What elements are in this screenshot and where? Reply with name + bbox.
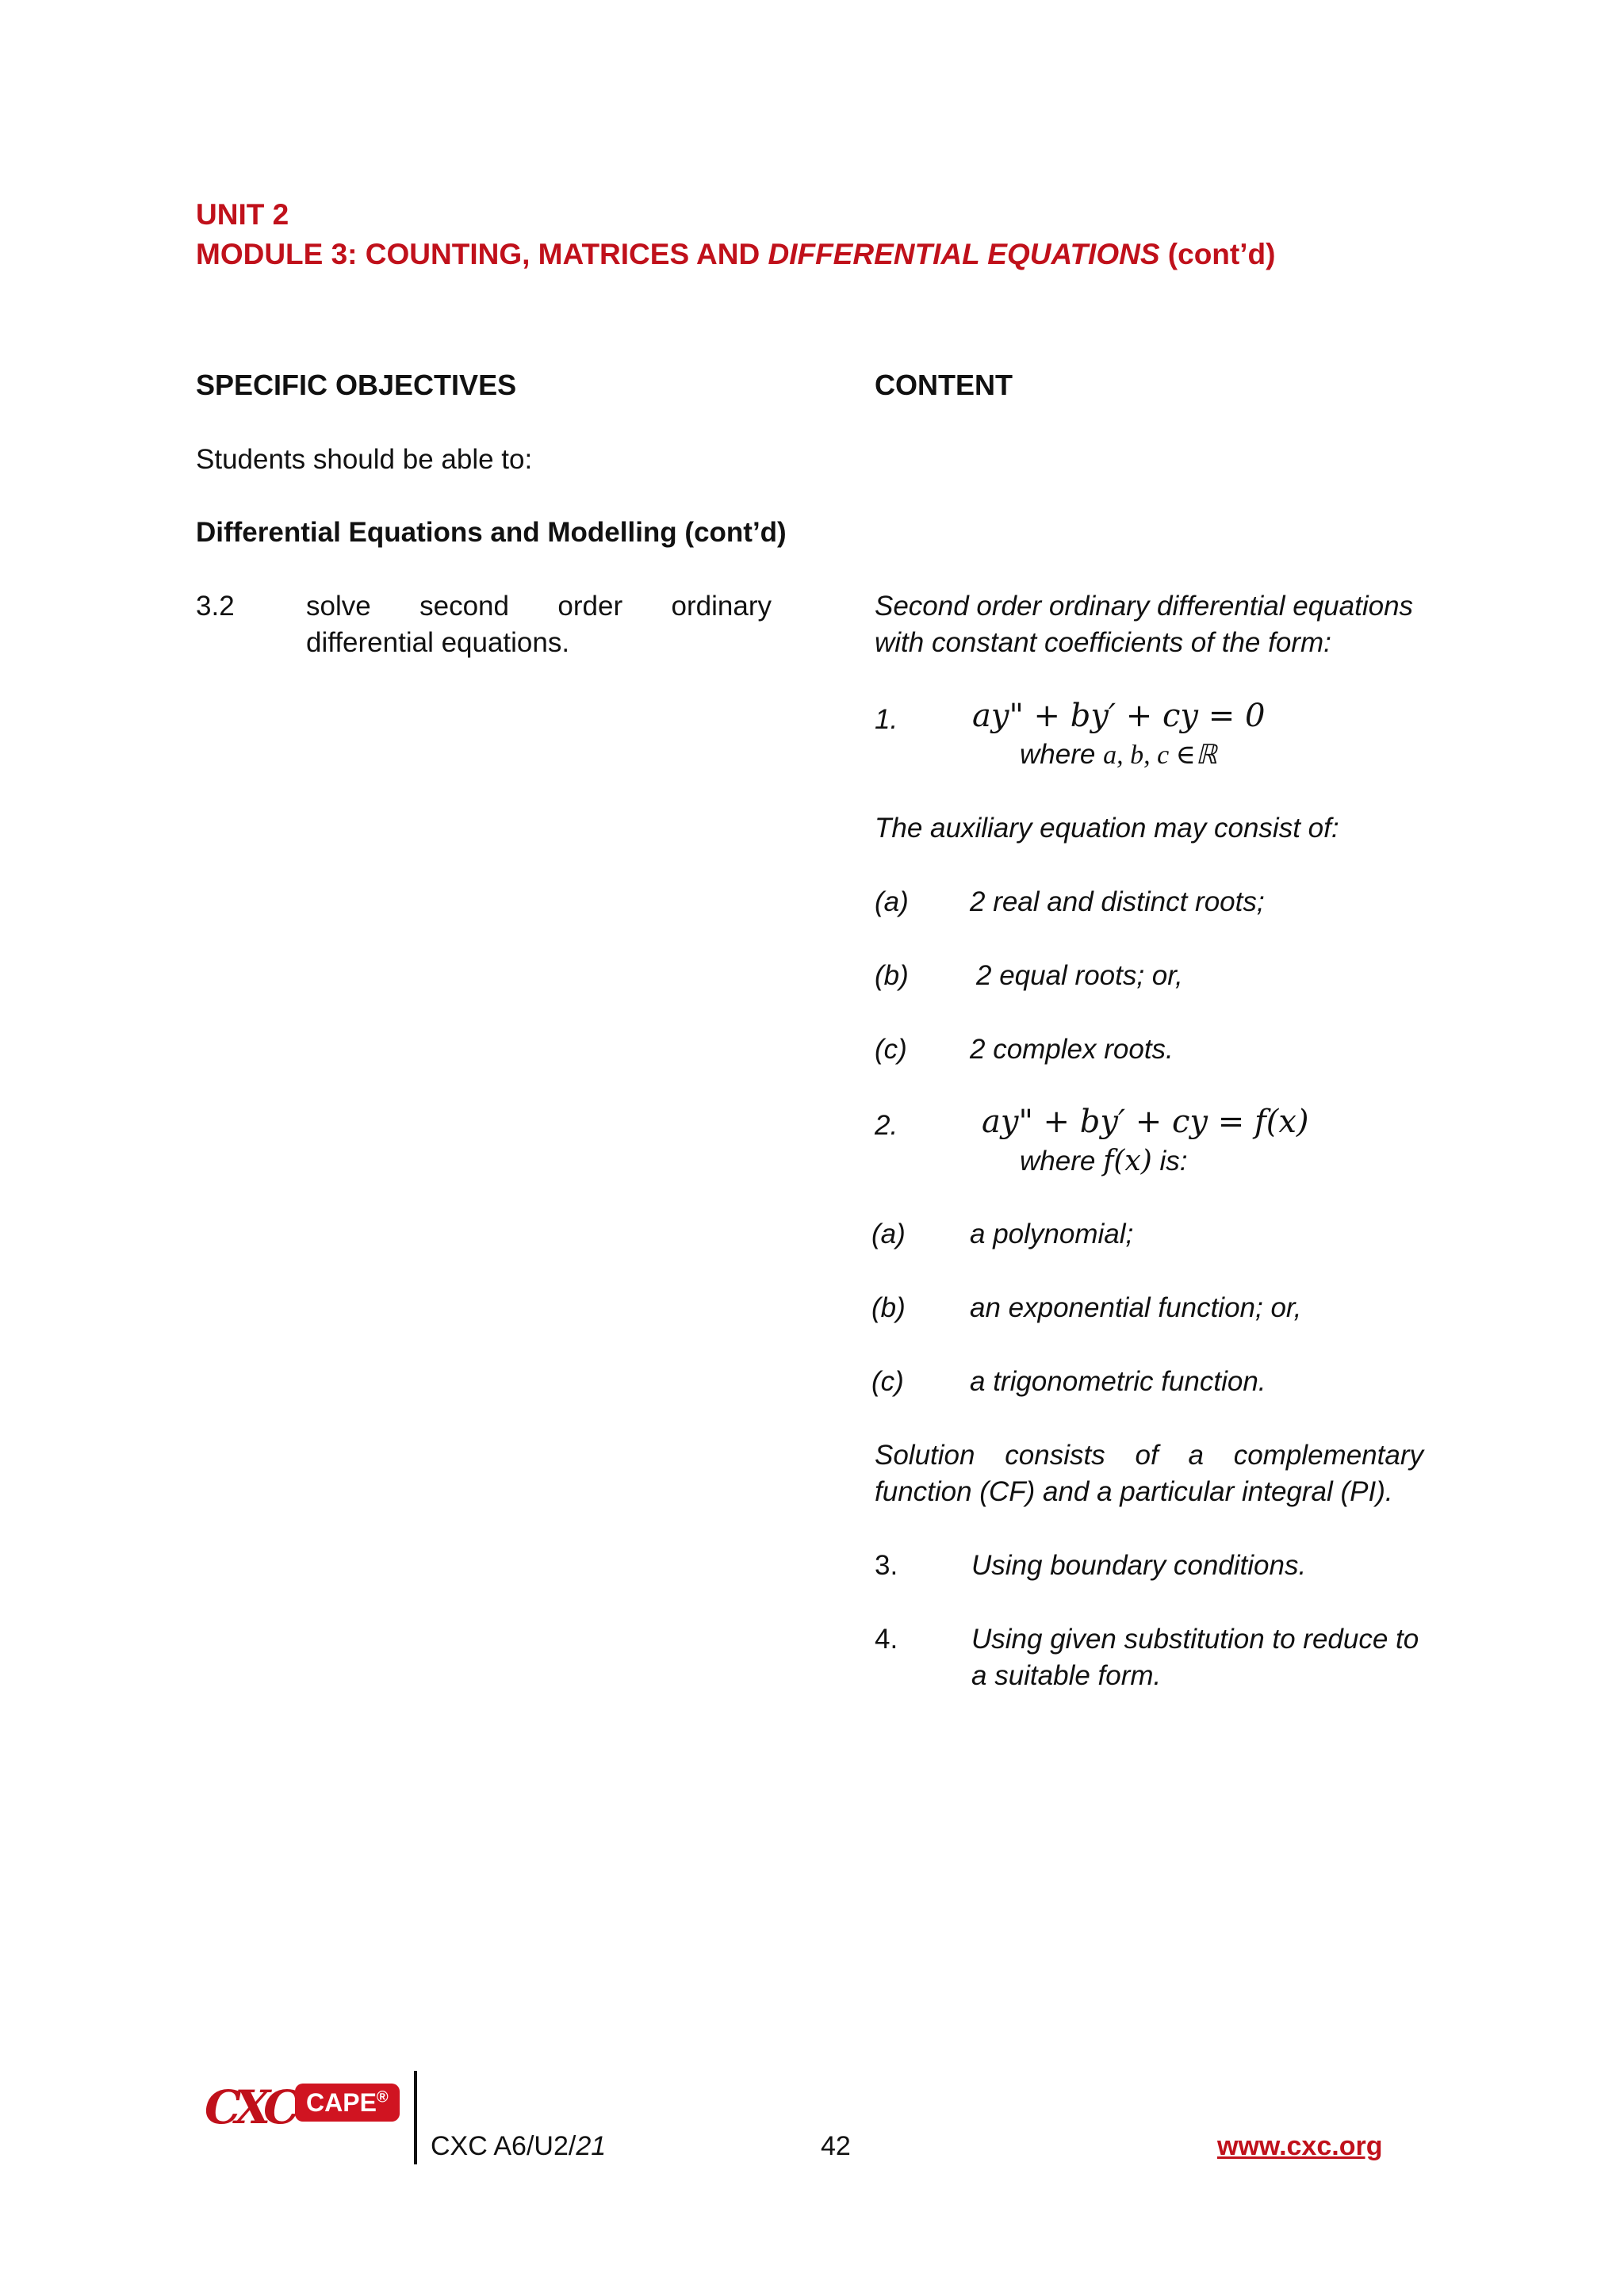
cxc-logo-mark: CXC xyxy=(205,2080,294,2134)
aux-label-c: (c) xyxy=(875,1034,907,1065)
cxc-logo xyxy=(205,2076,293,2139)
content-intro-line-2: with constant coefficients of the form: xyxy=(875,627,1331,658)
aux-label-b: (b) xyxy=(875,960,909,991)
intro-text: Students should be able to: xyxy=(196,444,533,475)
item-1-number: 1. xyxy=(875,704,898,735)
solution-line-1: Solution consists of a complementary xyxy=(875,1440,1423,1471)
f-text-c: a trigonometric function. xyxy=(970,1366,1266,1397)
section-title: Differential Equations and Modelling (cont’d) xyxy=(196,517,787,548)
item-3-text: Using boundary conditions. xyxy=(971,1550,1307,1581)
aux-text-c: 2 complex roots. xyxy=(970,1034,1174,1065)
content-heading: CONTENT xyxy=(875,369,1013,401)
specific-objectives-heading: SPECIFIC OBJECTIVES xyxy=(196,369,517,401)
footer-divider xyxy=(414,2071,417,2164)
module-title: MODULE 3: COUNTING, MATRICES AND DIFFERENTIAL EQUATIONS (cont’d) xyxy=(196,238,1276,270)
item-4-line-1: Using given substitution to reduce to xyxy=(971,1624,1419,1655)
website-link[interactable]: www.cxc.org xyxy=(1217,2131,1383,2161)
aux-text-b: 2 equal roots; or, xyxy=(976,960,1183,991)
solution-line-2: function (CF) and a particular integral (PI). xyxy=(875,1476,1393,1507)
unit-title: UNIT 2 xyxy=(196,198,289,231)
item-4-number: 4. xyxy=(875,1624,898,1655)
aux-intro: The auxiliary equation may consist of: xyxy=(875,813,1339,844)
item-2-where: where f(x) is: xyxy=(1020,1145,1188,1177)
item-4-line-2: a suitable form. xyxy=(971,1660,1162,1691)
objective-line-2: differential equations. xyxy=(306,627,570,658)
aux-text-a: 2 real and distinct roots; xyxy=(970,886,1265,917)
item-2-equation: ay" + by′ + cy = f(x) xyxy=(982,1104,1309,1140)
document-code: CXC A6/U2/21 xyxy=(431,2131,607,2161)
objective-number: 3.2 xyxy=(196,591,235,622)
f-label-b: (b) xyxy=(871,1292,906,1323)
f-text-a: a polynomial; xyxy=(970,1219,1134,1249)
item-1-where: where a, b, c ∈ℝ xyxy=(1020,739,1217,770)
item-3-number: 3. xyxy=(875,1550,898,1581)
page-number: 42 xyxy=(821,2131,851,2161)
aux-label-a: (a) xyxy=(875,886,909,917)
f-label-c: (c) xyxy=(871,1366,904,1397)
f-text-b: an exponential function; or, xyxy=(970,1292,1302,1323)
cape-badge: CAPE® xyxy=(295,2087,400,2118)
objective-line-1: solve second order ordinary xyxy=(306,591,772,622)
item-1-equation: ay" + by′ + cy = 0 xyxy=(972,698,1266,734)
item-2-number: 2. xyxy=(875,1110,898,1141)
content-intro-line-1: Second order ordinary differential equations xyxy=(875,591,1414,622)
f-label-a: (a) xyxy=(871,1219,906,1249)
